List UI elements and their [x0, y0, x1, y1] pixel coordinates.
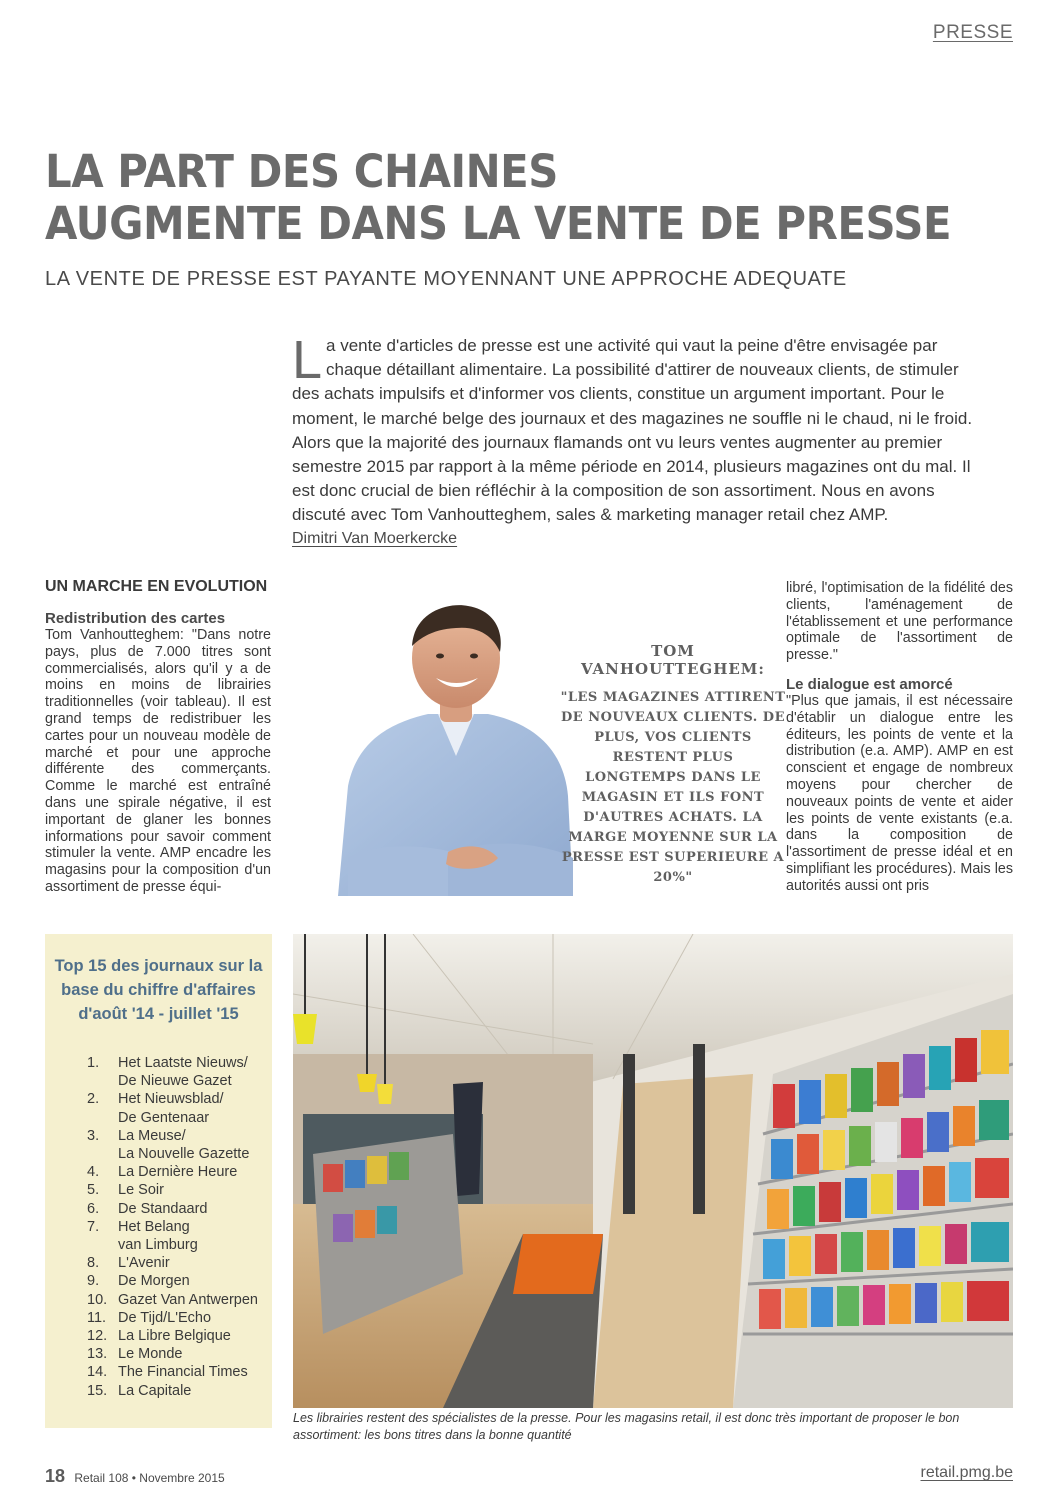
ranking-number: 14.: [87, 1364, 108, 1381]
byline-author[interactable]: Dimitri Van Moerkercke: [292, 530, 458, 547]
ranking-number: 2.: [87, 1091, 100, 1108]
ranking-item: [87, 1309, 272, 1327]
ranking-number: 10.: [87, 1291, 108, 1308]
headline-line-2: AUGMENTE DANS LA VENTE DE PRESSE: [45, 197, 952, 250]
ranking-item: [87, 1254, 272, 1272]
ranking-number: 9.: [87, 1273, 100, 1290]
newspaper-name-line: van Limburg: [118, 1237, 198, 1254]
newspaper-name-line: Le Soir: [118, 1182, 164, 1199]
newspaper-name-line: La Libre Belgique: [118, 1328, 231, 1345]
right-column-text-2: "Plus que jamais, il est nécessaire d'établir un dialogue entre les éditeurs, les points de vente et la distribution (e.a. AMP). AMP en est conscient et engage de nombreux moyens pour chercher de nouveaux points de vente et aider les points de vente existants (e.a. dans la composition de l'assortiment de presse idéal et en simplifiant les procédures). Mais les autorités aussi ont pris: [786, 692, 1013, 894]
ranking-number: 6.: [87, 1200, 100, 1217]
subsection-heading-dialogue: Le dialogue est amorcé: [786, 675, 953, 693]
newspaper-name-line: Gazet Van Antwerpen: [118, 1291, 258, 1308]
subsection-heading: Redistribution des cartes: [45, 610, 226, 627]
newspaper-name-line: La Capitale: [118, 1382, 192, 1399]
newspaper-name-line: De Morgen: [118, 1273, 190, 1290]
newspaper-name-line: La Dernière Heure: [118, 1164, 238, 1181]
newspaper-name-line: De Gentenaar: [118, 1109, 210, 1126]
ranking-item: [87, 1345, 272, 1363]
newspaper-name: [118, 1090, 224, 1126]
footer-issue: [45, 1466, 225, 1487]
newspaper-name: [118, 1291, 258, 1309]
ranking-item: [87, 1291, 272, 1309]
pull-quote: [560, 642, 786, 888]
ranking-item: [87, 1163, 272, 1181]
left-column: [45, 578, 271, 918]
newspaper-name: [118, 1309, 211, 1327]
newspaper-name-line: Le Monde: [118, 1346, 183, 1363]
newspaper-name: [118, 1163, 237, 1181]
drop-cap: L: [292, 330, 323, 390]
newspaper-name-line: La Nouvelle Gazette: [118, 1146, 250, 1163]
pull-quote-text: "LES MAGAZINES ATTIRENT DE NOUVEAUX CLIENTS. DE PLUS, VOS CLIENTS RESTENT PLUS LONGTEMPS DANS LE MAGASIN ET ILS FONT D'AUTRES ACHATS. LA MARGE MOYENNE SUR LA PRESSE EST SUPERIEURE A 20%": [560, 690, 786, 885]
ranking-number: 1.: [87, 1055, 100, 1071]
section-heading: UN MARCHE EN EVOLUTION: [45, 578, 268, 595]
ranking-number: 15.: [87, 1382, 108, 1399]
right-column-text-1: libré, l'optimisation de la fidélité des clients, l'aménagement de l'établissement et une performance optimale de l'assortiment de presse.": [786, 580, 1013, 664]
newspaper-name-line: Het Laatste Nieuws/: [118, 1055, 248, 1071]
newspaper-name-line: The Financial Times: [118, 1364, 248, 1381]
pull-quote-name: TOM VANHOUTTEGHEM:: [581, 642, 765, 678]
newspaper-name-line: De Tijd/L'Echo: [118, 1309, 212, 1326]
top15-sidebar: [45, 934, 272, 1428]
newspaper-name-line: De Nieuwe Gazet: [118, 1073, 232, 1090]
newspaper-name-line: La Meuse/: [118, 1127, 186, 1144]
ranking-item: [87, 1127, 272, 1163]
sidebar-title: Top 15 des journaux sur la base du chiffre d'affaires d'août '14 - juillet '15: [54, 957, 263, 1023]
photo-caption: Les librairies restent des spécialistes de la presse. Pour les magasins retail, il est donc très important de proposer le bon assortiment: les bons titres dans la bonne quantité: [293, 1411, 960, 1442]
newspaper-name: [118, 1254, 170, 1272]
ranking-number: 3.: [87, 1127, 100, 1144]
ranking-item: [87, 1363, 272, 1381]
ranking-number: 5.: [87, 1182, 100, 1199]
ranking-item: [87, 1327, 272, 1345]
ranking-item: [87, 1090, 272, 1126]
ranking-number: 8.: [87, 1255, 100, 1272]
right-column: [786, 580, 1013, 920]
footer-site-link[interactable]: retail.pmg.be: [920, 1464, 1013, 1481]
ranking-item: [87, 1218, 272, 1254]
newspaper-name: [118, 1054, 248, 1090]
store-photo: [293, 934, 1013, 1408]
portrait-photo: [328, 596, 583, 924]
lead-text: a vente d'articles de presse est une activité qui vaut la peine d'être envisagée par chaque détaillant alimentaire. La possibilité d'attirer de nouveaux clients, de stimuler des achats impulsifs et d'informer vos clients, constitue un argument important. Pour le moment, le marché belge des journaux et des magazines ne souffle ni le chaud, ni le froid. Alors que la majorité des journaux flamands ont vu leurs ventes augmenter au premier semestre 2015 par rapport à la même période en 2014, plusieurs magazines ont du mal. Il est donc crucial de bien réfléchir à la composition de son assortiment. Nous en avons discuté avec Tom Vanhoutteghem, sales & marketing manager retail chez AMP.: [292, 336, 973, 525]
newspaper-name: [118, 1382, 191, 1400]
ranking-item: [87, 1200, 272, 1218]
newspaper-name: [118, 1200, 207, 1218]
headline-line-1: LA PART DES CHAINES: [45, 145, 558, 198]
ranking-item: [87, 1382, 272, 1400]
subheadline: LA VENTE DE PRESSE EST PAYANTE MOYENNANT UNE APPROCHE ADEQUATE: [45, 268, 847, 290]
newspaper-name: [118, 1363, 248, 1381]
ranking-number: 11.: [87, 1309, 107, 1326]
ranking-item: [87, 1272, 272, 1290]
newspaper-name-line: Het Nieuwsblad/: [118, 1091, 224, 1108]
ranking-list: [45, 1054, 272, 1400]
issue-info: Retail 108 • Novembre 2015: [74, 1471, 225, 1485]
left-column-text: Tom Vanhoutteghem: "Dans notre pays, plus de 7.000 titres sont commercialisés, alors qu'il y a de moins en moins de librairies traditionnelles (voir tableau). Il est grand temps de redistribuer les cartes pour un nouveau modèle de marché et pour une approche différente des commerçants. Comme le marché est entraîné dans une spirale négative, il est important de glaner les bonnes informations pour savoir comment stimuler la vente. AMP encadre les magasins pour la composition d'un assortiment de presse équi-: [45, 627, 271, 895]
section-tag: PRESSE: [932, 22, 1013, 43]
newspaper-name: [118, 1181, 164, 1199]
lead-paragraph: [292, 330, 987, 528]
ranking-number: 4.: [87, 1164, 100, 1181]
newspaper-name-line: L'Avenir: [118, 1255, 170, 1272]
newspaper-name-line: De Standaard: [118, 1200, 208, 1217]
headline: [45, 146, 956, 250]
ranking-number: 7.: [87, 1218, 100, 1235]
ranking-item: [87, 1181, 272, 1199]
ranking-item: [87, 1054, 272, 1090]
newspaper-name: [118, 1345, 183, 1363]
newspaper-name: [118, 1127, 249, 1163]
newspaper-name: [118, 1327, 231, 1345]
ranking-number: 13.: [87, 1346, 108, 1363]
newspaper-name: [118, 1218, 198, 1254]
newspaper-name-line: Het Belang: [118, 1218, 190, 1235]
newspaper-name: [118, 1272, 190, 1290]
ranking-number: 12.: [87, 1328, 108, 1345]
page-number: 18: [45, 1466, 66, 1486]
